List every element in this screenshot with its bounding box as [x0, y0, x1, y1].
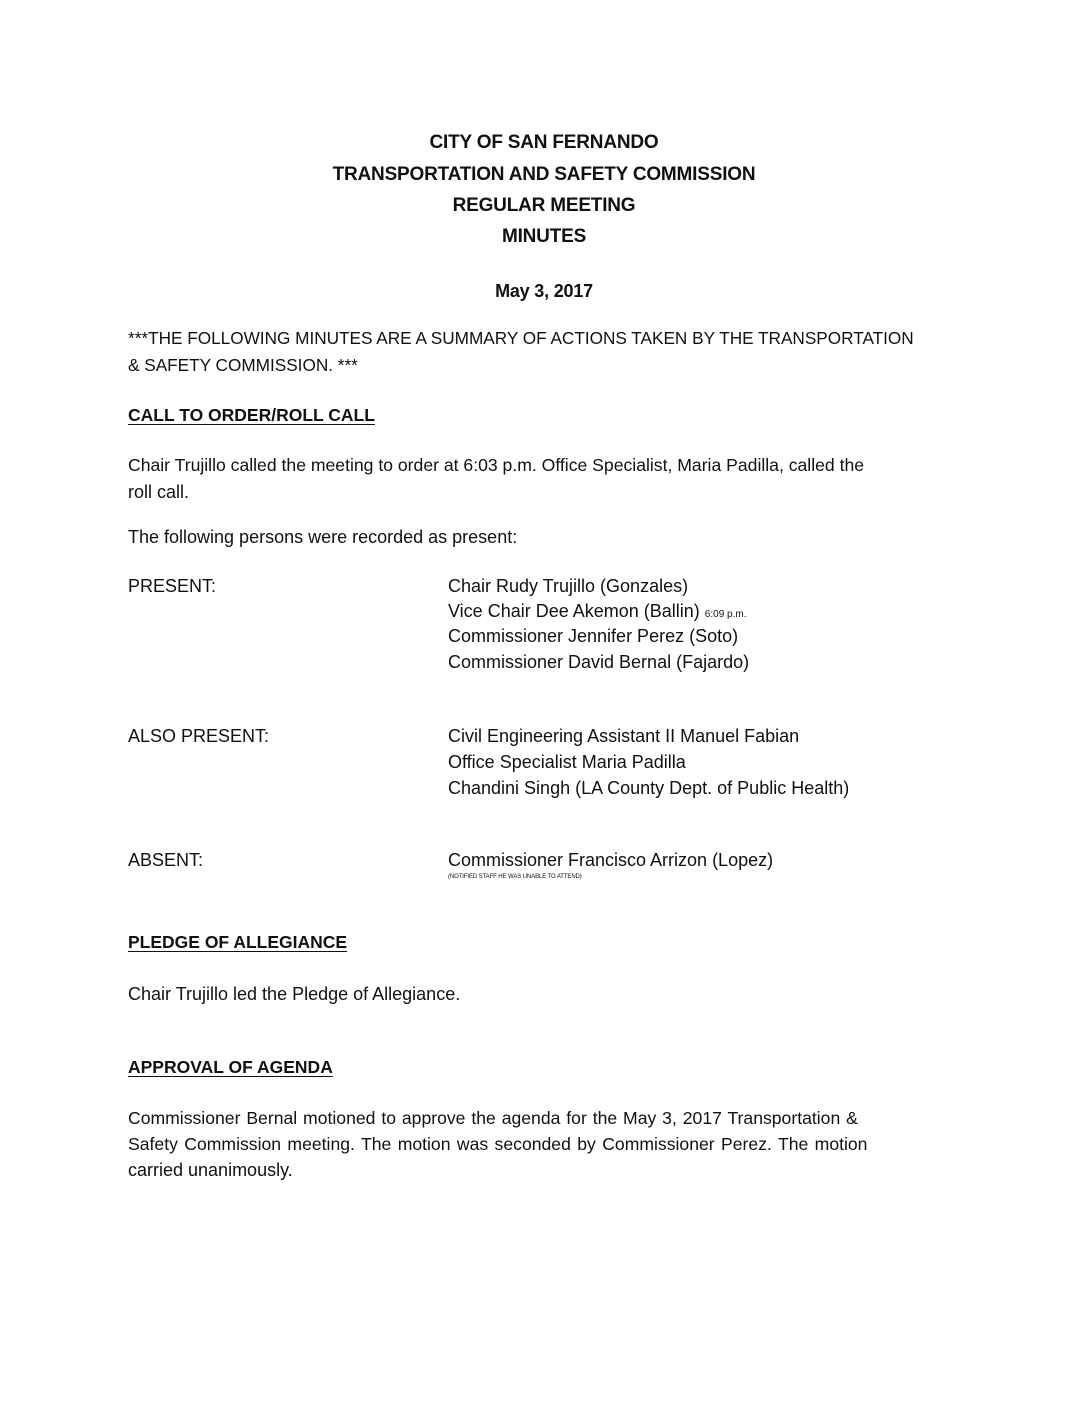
agenda-line2: Safety Commission meeting. The motion was seconded by Commissioner Perez. The motion [128, 1134, 868, 1154]
agenda-heading: APPROVAL OF AGENDA [128, 1057, 333, 1077]
document-title: MINUTES [501, 226, 587, 247]
persons-intro: The following persons were recorded as present: [128, 527, 518, 547]
agenda-line3: carried unanimously. [128, 1160, 293, 1180]
present-label: PRESENT: [128, 576, 217, 596]
pledge-heading: PLEDGE OF ALLEGIANCE [128, 932, 348, 952]
call-to-order-heading: CALL TO ORDER/ROLL CALL [128, 405, 375, 425]
meeting-date: May 3, 2017 [495, 281, 593, 301]
call-to-order-line2: roll call. [128, 482, 190, 502]
present-member: Vice Chair Dee Akemon (Ballin) [448, 601, 700, 621]
absent-label: ABSENT: [128, 850, 204, 870]
absent-note: (NOTIFIED STAFF HE WAS UNABLE TO ATTEND) [448, 874, 582, 880]
call-to-order-line1: Chair Trujillo called the meeting to order at 6:03 p.m. Office Specialist, Maria Padilla, called the [128, 455, 865, 475]
also-present-person: Chandini Singh (LA County Dept. of Public Health) [448, 778, 850, 798]
city-name: CITY OF SAN FERNANDO [429, 132, 659, 153]
pledge-text: Chair Trujillo led the Pledge of Allegiance. [128, 984, 461, 1004]
summary-notice-line2: & SAFETY COMMISSION. *** [128, 355, 358, 375]
also-present-label: ALSO PRESENT: [128, 726, 270, 746]
commission-name: TRANSPORTATION AND SAFETY COMMISSION [332, 164, 756, 185]
also-present-person: Civil Engineering Assistant II Manuel Fabian [448, 726, 800, 746]
meeting-type: REGULAR MEETING [452, 195, 636, 216]
absent-member: Commissioner Francisco Arrizon (Lopez) [448, 850, 774, 870]
arrival-time: 6:09 p.m. [704, 609, 747, 620]
summary-notice-line1: ***THE FOLLOWING MINUTES ARE A SUMMARY OF ACTIONS TAKEN BY THE TRANSPORTATION [128, 328, 914, 348]
present-member: Commissioner Jennifer Perez (Soto) [448, 626, 739, 646]
present-member: Commissioner David Bernal (Fajardo) [448, 652, 750, 672]
agenda-line1: Commissioner Bernal motioned to approve the agenda for the May 3, 2017 Transportation & [128, 1108, 858, 1128]
present-member: Chair Rudy Trujillo (Gonzales) [448, 576, 689, 596]
also-present-person: Office Specialist Maria Padilla [448, 752, 686, 772]
